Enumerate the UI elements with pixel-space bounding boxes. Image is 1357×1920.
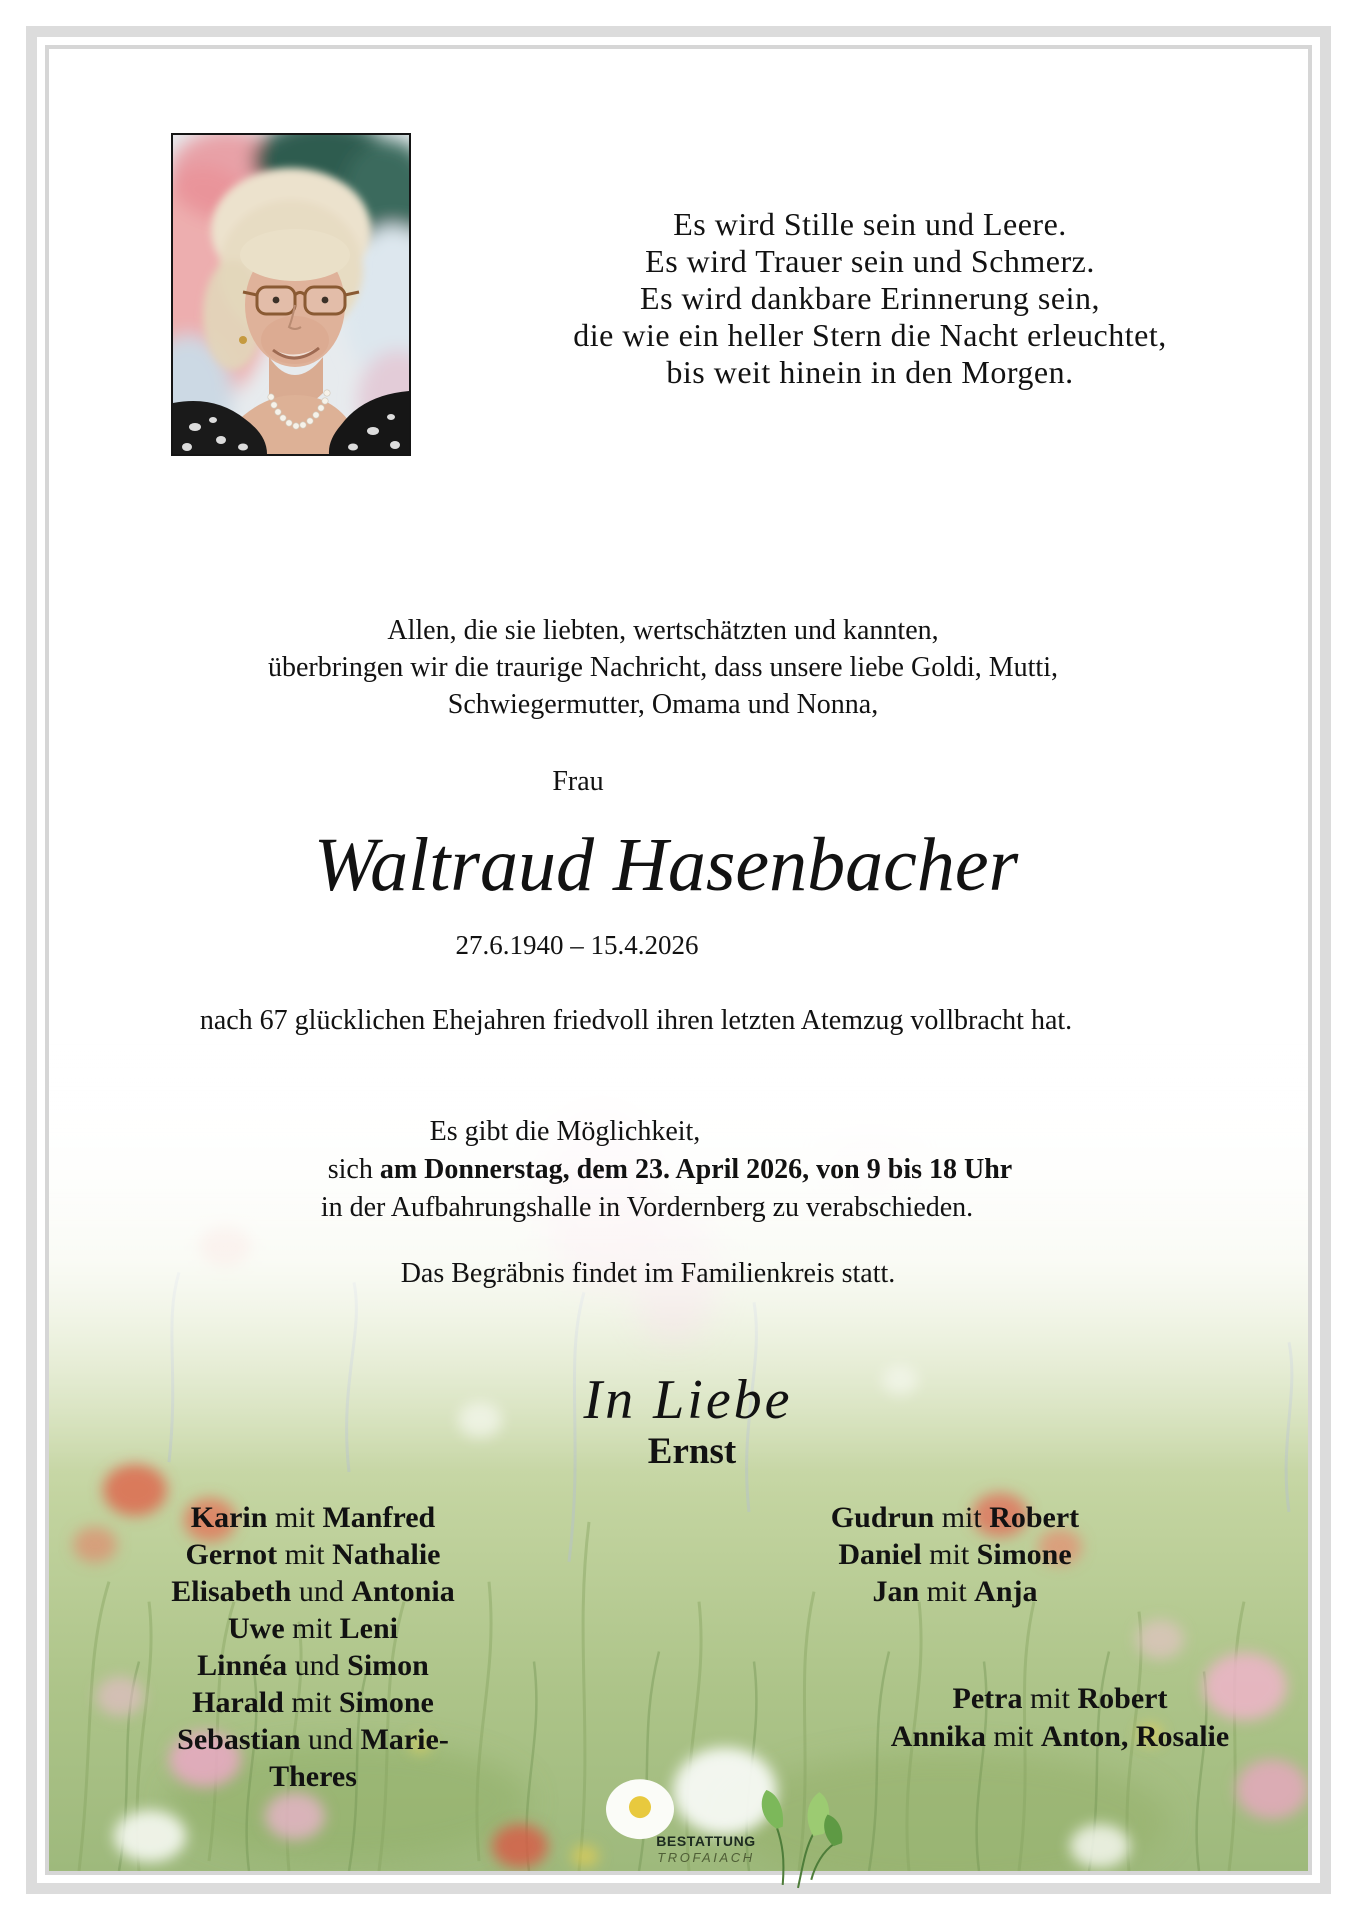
salutation: Frau [552, 766, 604, 797]
funeral-home-name: BESTATTUNG [656, 1833, 756, 1849]
text-line: Elisabeth und Antonia [171, 1575, 455, 1608]
closing-script: In Liebe [583, 1369, 793, 1431]
closing-name: Ernst [647, 1431, 737, 1472]
farewell-line-2-regular: sich [327, 1154, 380, 1185]
text-line: Harald mit Simone [192, 1686, 434, 1719]
text-line: Schwiegermutter, Omama und Nonna, [447, 689, 879, 720]
portrait-photo [171, 133, 411, 456]
text-line: Jan mit Anja [872, 1575, 1038, 1608]
text-line: Uwe mit Leni [227, 1612, 399, 1645]
text-line: Gudrun mit Robert [830, 1501, 1080, 1534]
text-line: Daniel mit Simone [838, 1538, 1072, 1571]
mourners-left-column [138, 1499, 488, 1795]
text-line: Annika mit Anton, Rosalie [890, 1720, 1230, 1753]
mourners-right-bottom-group [880, 1680, 1240, 1756]
farewell-line-3: in der Aufbahrungshalle in Vordernberg zu verabschieden. [320, 1192, 974, 1223]
text-line: die wie ein heller Stern die Nacht erleuchtet, [573, 317, 1167, 353]
deceased-dates: 27.6.1940 – 15.4.2026 [455, 930, 699, 960]
announcement-text [60, 612, 1266, 723]
text-line: Linnéa und Simon [197, 1649, 429, 1682]
burial-line: Das Begräbnis findet im Familienkreis statt. [400, 1258, 896, 1289]
text-line: Es wird Trauer sein und Schmerz. [645, 243, 1095, 279]
deceased-name: Waltraud Hasenbacher [313, 823, 1019, 907]
passing-line: nach 67 glücklichen Ehejahren friedvoll ihren letzten Atemzug vollbracht hat. [199, 1005, 1073, 1036]
funeral-home-city: TROFAIACH [657, 1850, 755, 1865]
farewell-line-2 [0, 1154, 1340, 1186]
text-line: Sebastian und Marie-Theres [177, 1723, 449, 1793]
text-line: überbringen wir die traurige Nachricht, dass unsere liebe Goldi, Mutti, [268, 652, 1058, 683]
text-line: Petra mit Robert [952, 1682, 1168, 1715]
farewell-line-1: Es gibt die Möglichkeit, [429, 1116, 701, 1147]
farewell-line-2-bold: am Donnerstag, dem 23. April 2026, von 9 bis 18 Uhr [379, 1154, 1013, 1185]
text-line: Es wird Stille sein und Leere. [673, 206, 1067, 242]
text-line: bis weit hinein in den Morgen. [666, 354, 1074, 390]
text-line: Karin mit Manfred [190, 1501, 436, 1534]
funeral-home-logo [640, 1833, 772, 1865]
memorial-poem [480, 206, 1260, 391]
mourners-right-top-group [775, 1499, 1135, 1610]
text-line: Es wird dankbare Erinnerung sein, [640, 280, 1100, 316]
text-line: Gernot mit Nathalie [185, 1538, 441, 1571]
text-line: Allen, die sie liebten, wertschätzten und kannten, [387, 615, 939, 646]
